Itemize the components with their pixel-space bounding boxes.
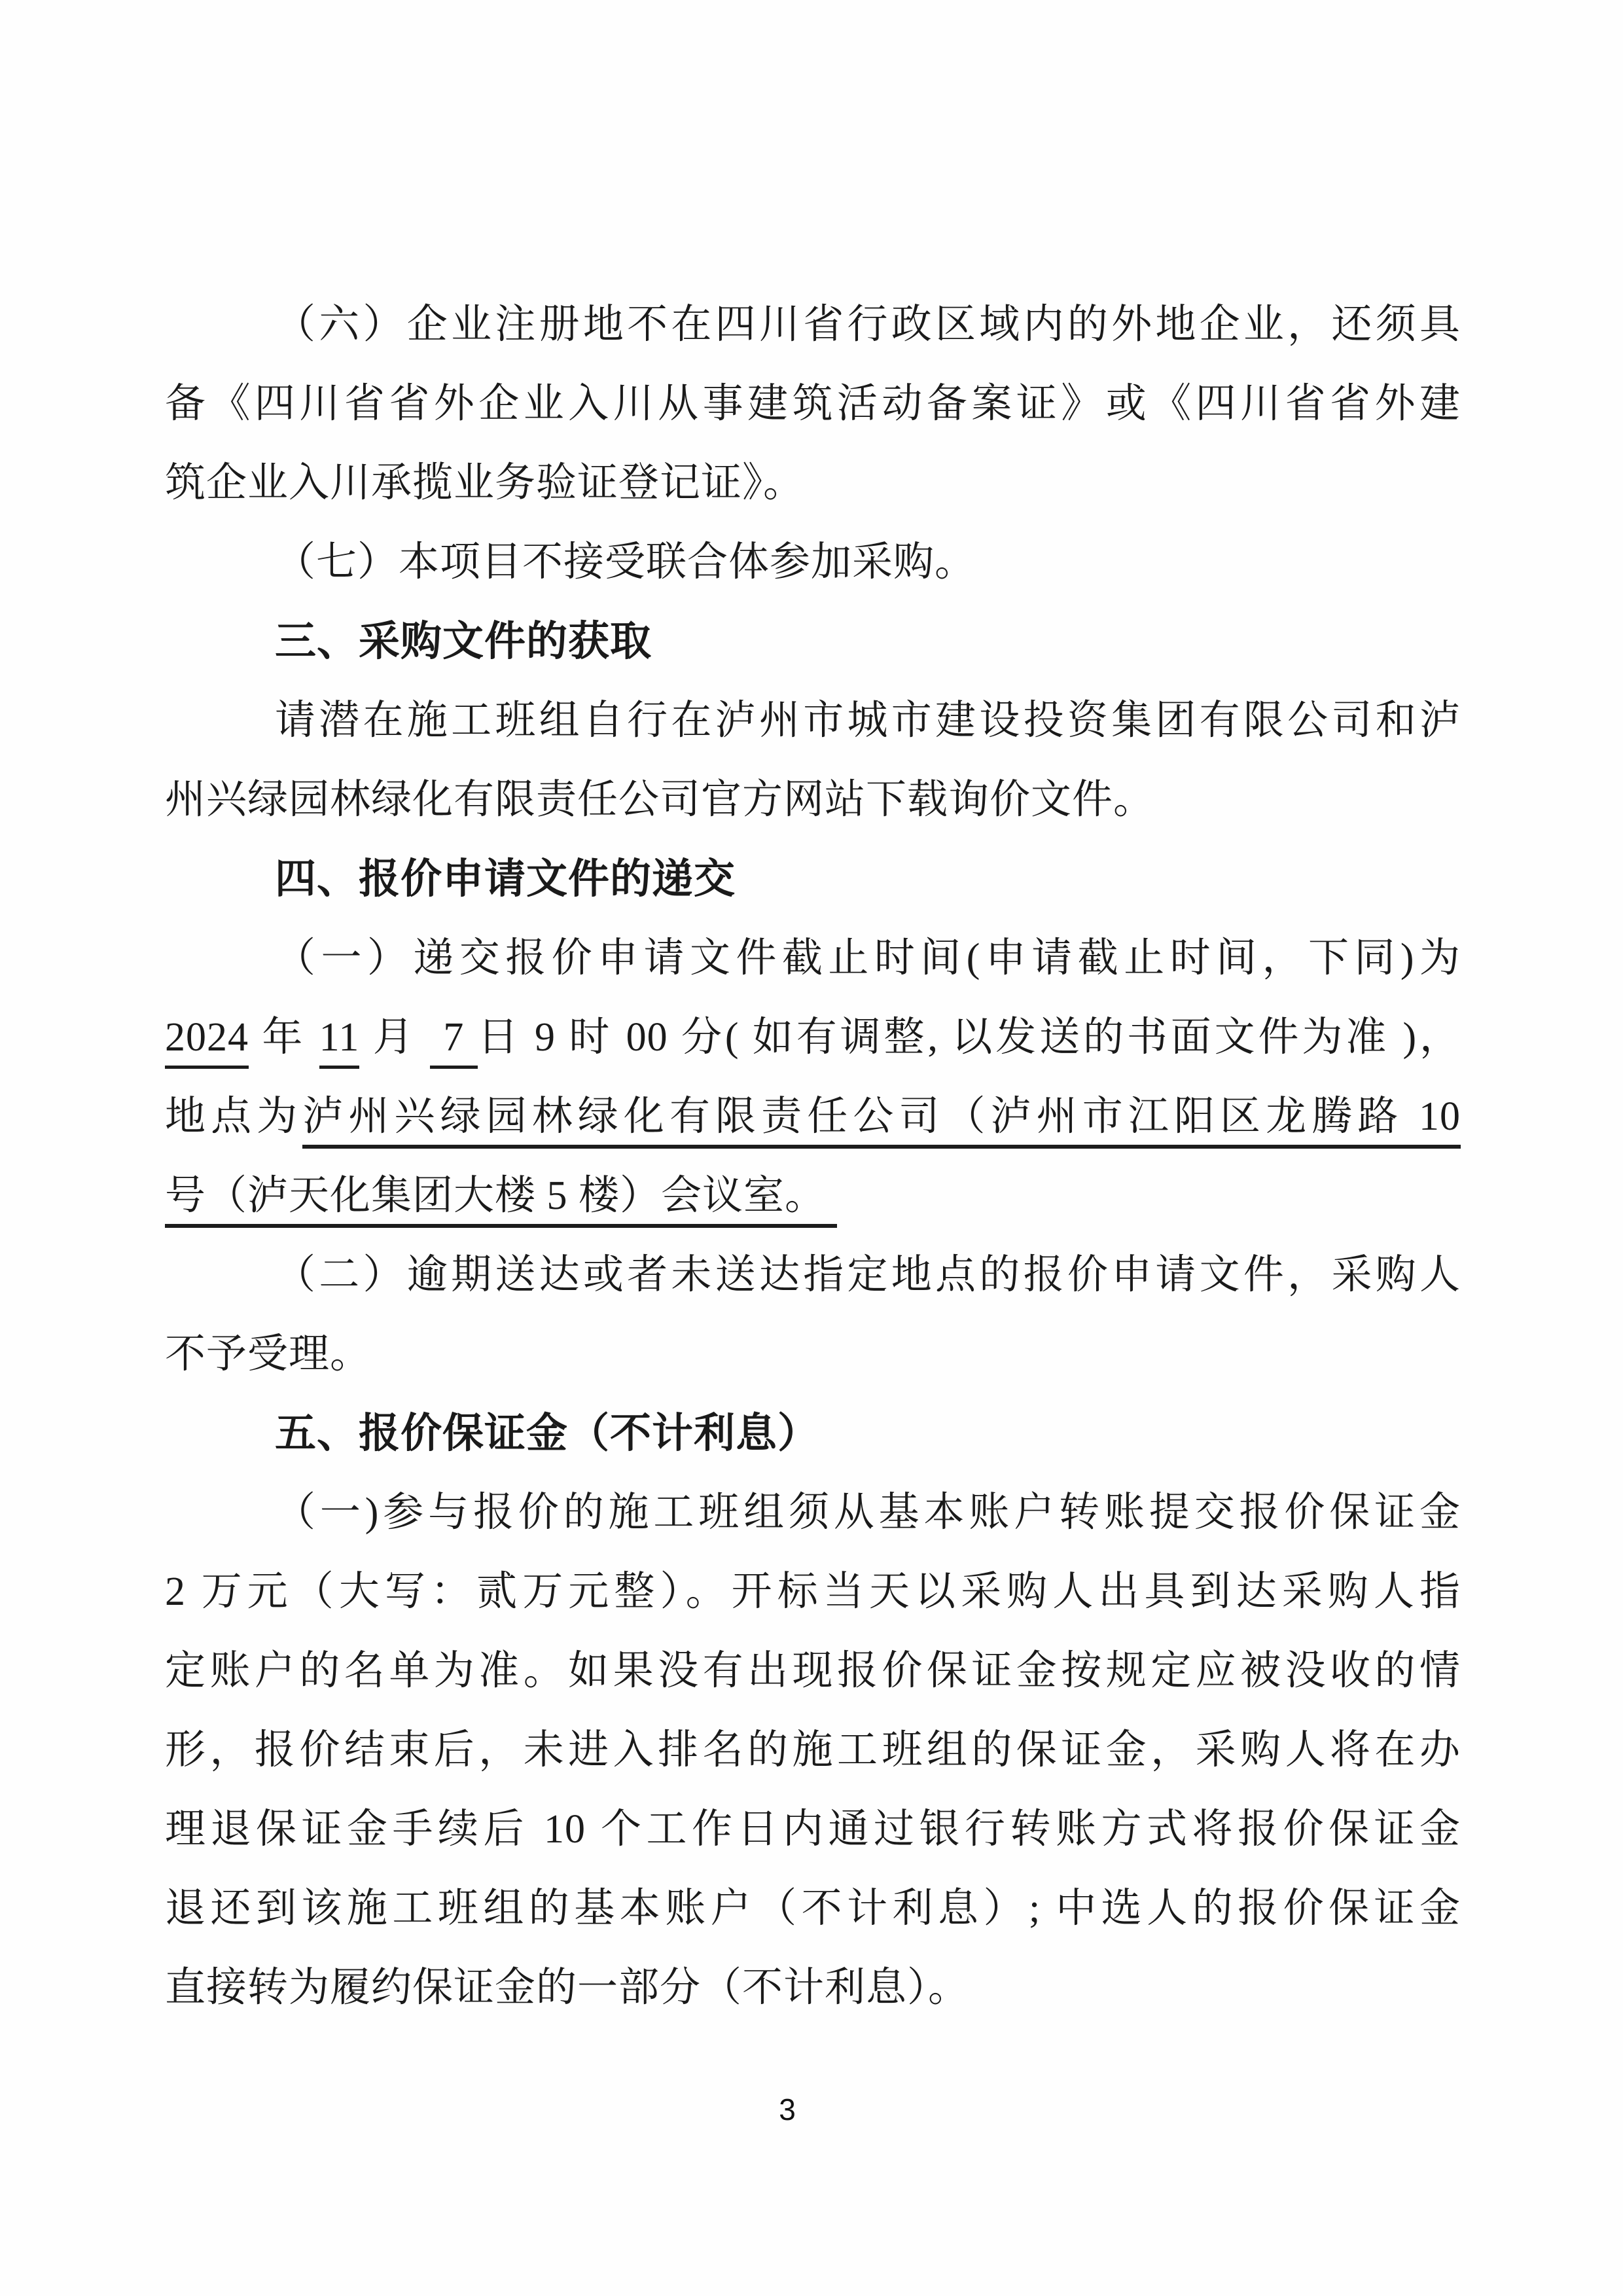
text-line: （一）递交报价申请文件截止时间(申请截止时间，下同)为 bbox=[275, 936, 1461, 980]
text-segment: 年 bbox=[249, 1015, 319, 1060]
page-footer bbox=[0, 2092, 1575, 2127]
text-line: 定账户的名单为准。如果没有出现报价保证金按规定应被没收的情 bbox=[165, 1649, 1461, 1693]
text-line: （六）企业注册地不在四川省行政区域内的外地企业，还须具 bbox=[275, 302, 1461, 347]
text-segment: 日 9 时 00 分( 如有调整, 以发送的书面文件为准 )， bbox=[477, 1015, 1461, 1060]
text-line: 备《四川省省外企业入川从事建筑活动备案证》或《四川省省外建 bbox=[165, 382, 1461, 426]
text-line: 筑企业入川承揽业务验证登记证》。 bbox=[165, 461, 805, 505]
deadline-year: 2024 bbox=[165, 1015, 249, 1069]
text-line: 直接转为履约保证金的一部分（不计利息）。 bbox=[165, 1965, 970, 2010]
location-name: 号（泸天化集团大楼 5 楼）会议室。 bbox=[165, 1174, 837, 1228]
text-line: 请潜在施工班组自行在泸州市城市建设投资集团有限公司和泸 bbox=[275, 698, 1461, 743]
text-segment: 地点为 bbox=[165, 1094, 303, 1139]
deadline-line bbox=[165, 998, 1461, 1077]
location-line bbox=[165, 1157, 1461, 1236]
text-line: （二）逾期送达或者未送达指定地点的报价申请文件，采购人 bbox=[275, 1253, 1461, 1297]
text-line: 形，报价结束后，未进入排名的施工班组的保证金，采购人将在办 bbox=[165, 1728, 1461, 1772]
text-line: 州兴绿园林绿化有限责任公司官方网站下载询价文件。 bbox=[165, 778, 1155, 822]
text-line: 退还到该施工班组的基本账户（不计利息）; 中选人的报价保证金 bbox=[165, 1886, 1461, 1931]
document-body bbox=[165, 285, 1461, 2028]
text-line: 2 万元（大写：贰万元整）。开标当天以采购人出具到达采购人指 bbox=[165, 1570, 1461, 1614]
location-name: 泸州兴绿园林绿化有限责任公司（泸州市江阳区龙腾路 10 bbox=[302, 1094, 1461, 1149]
deadline-day: 7 bbox=[430, 1015, 478, 1069]
deadline-month: 11 bbox=[319, 1015, 360, 1069]
text-line: （一)参与报价的施工班组须从基本账户转账提交报价保证金 bbox=[275, 1490, 1461, 1535]
location-line bbox=[165, 1077, 1461, 1157]
text-line: 不予受理。 bbox=[165, 1332, 372, 1376]
text-line: （七）本项目不接受联合体参加采购。 bbox=[275, 540, 976, 584]
section-heading-3: 三、采购文件的获取 bbox=[275, 619, 652, 664]
text-segment: 月 bbox=[359, 1015, 430, 1060]
text-line: 理退保证金手续后 10 个工作日内通过银行转账方式将报价保证金 bbox=[165, 1807, 1461, 1852]
section-heading-4: 四、报价申请文件的递交 bbox=[275, 856, 736, 902]
section-heading-5: 五、报价保证金（不计利息） bbox=[275, 1410, 819, 1456]
page-number: 3 bbox=[779, 2092, 796, 2126]
